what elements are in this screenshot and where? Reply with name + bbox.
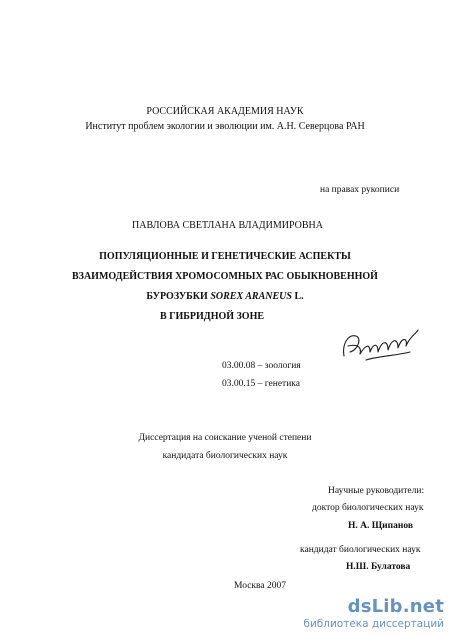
title-line-3-prefix: БУРОЗУБКИ [146,291,211,302]
title-line-2: ВЗАИМОДЕЙСТВИЯ ХРОМОСОМНЫХ РАС ОБЫКНОВЕННОЙ [72,271,378,282]
place-and-year: Москва 2007 [234,581,286,591]
title-line-1: ПОПУЛЯЦИОННЫЕ И ГЕНЕТИЧЕСКИЕ АСПЕКТЫ [99,251,351,262]
title-line-4: В ГИБРИДНОЙ ЗОНЕ [160,311,265,322]
species-name: SOREX ARANEUS [210,291,292,302]
supervisor-1-name: Н. А. Щипанов [348,521,413,531]
title-line-3 [0,292,450,302]
specialty-genetics: 03.00.15 – генетика [222,379,300,389]
author-name: ПАВЛОВА СВЕТЛАНА ВЛАДИМИРОВНА [132,220,323,231]
supervisor-2-name: Н.Ш. Булатова [346,562,411,572]
watermark-logo: dsLib.net [347,596,444,617]
degree-line-1: Диссертация на соискание ученой степени [138,433,312,443]
degree-line-2: кандидата биологических наук [162,451,288,461]
supervisor-2-degree: кандидат биологических наук [300,545,421,555]
specialty-zoology: 03.00.08 – зоология [222,361,301,371]
dslib-watermark [286,596,450,636]
title-line-3-suffix: L. [291,291,304,302]
supervisors-heading: Научные руководители: [328,486,425,496]
supervisor-1-degree: доктор биологических наук [312,503,424,513]
watermark-subtitle: библиотека диссертаций [303,618,444,630]
academy-name: РОССИЙСКАЯ АКАДЕМИЯ НАУК [146,106,304,117]
handwritten-signature [338,326,422,366]
institute-name: Институт проблем экологии и эволюции им. А.Н. Северцова РАН [85,121,365,132]
manuscript-note: на правах рукописи [320,185,400,195]
